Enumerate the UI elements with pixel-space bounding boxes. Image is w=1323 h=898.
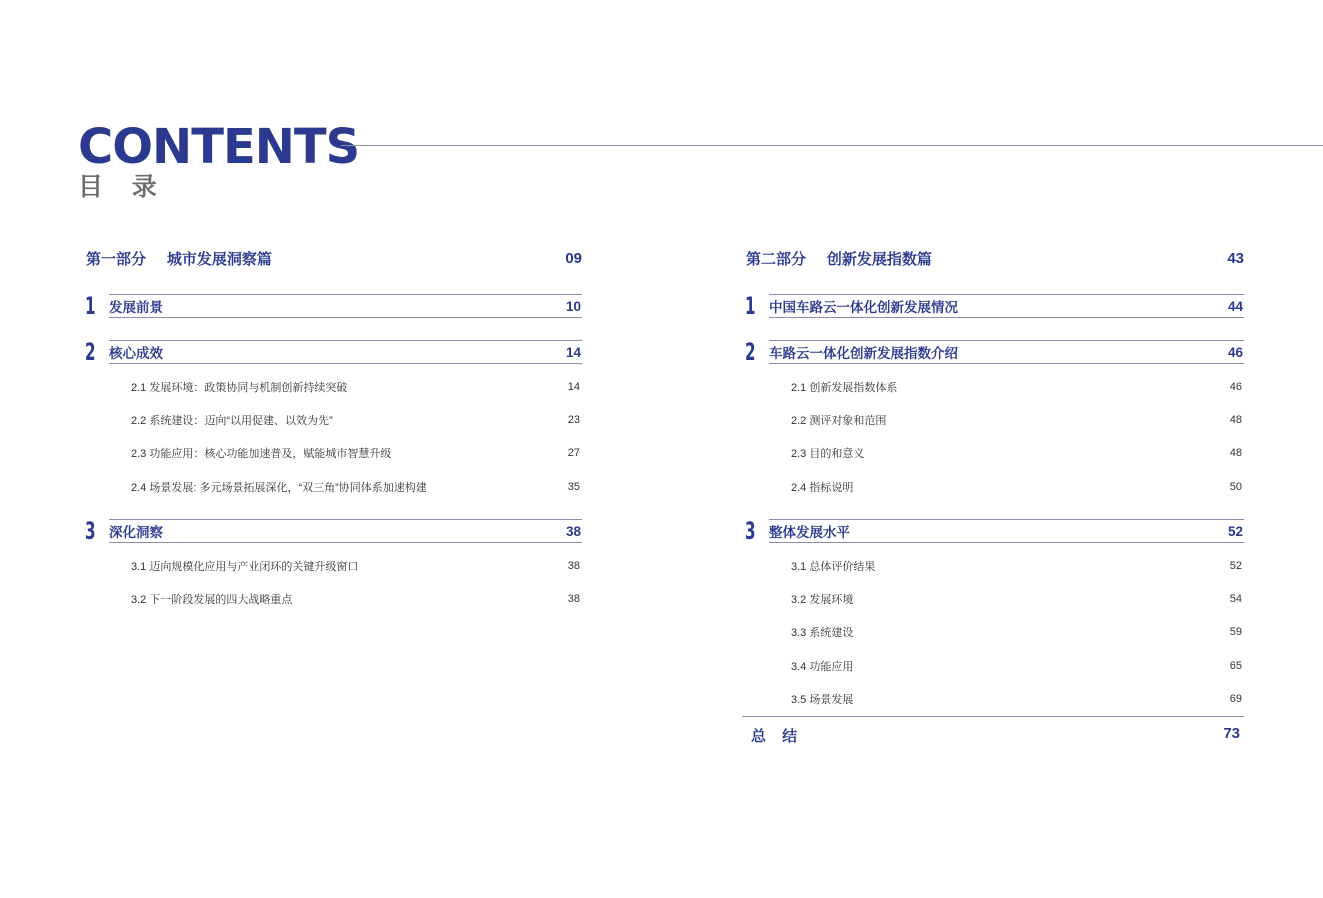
subsection-title: 2.4 指标说明	[791, 481, 854, 494]
page-title-en: CONTENTS	[78, 119, 360, 175]
subsection-title: 3.2 下一阶段发展的四大战略重点	[131, 594, 293, 607]
subsection-page: 52	[1229, 559, 1242, 572]
section-page: 10	[565, 298, 581, 314]
part-heading[interactable]	[746, 246, 1244, 270]
subsection-title: 2.1 创新发展指数体系	[791, 381, 898, 394]
section-title: 车路云一体化创新发展指数介绍	[769, 346, 958, 361]
subsection-page: 54	[1229, 593, 1242, 606]
subsection-title: 2.3 目的和意义	[791, 448, 865, 461]
subsection-title: 3.4 功能应用	[791, 660, 854, 673]
title-divider	[341, 145, 1323, 146]
subsection-title: 2.1 发展环境：政策协同与机制创新持续突破	[131, 381, 348, 394]
section-page: 52	[1227, 523, 1243, 539]
page-title-cn: 目 录	[78, 172, 167, 201]
section-title: 中国车路云一体化创新发展情况	[769, 300, 958, 315]
section-page: 46	[1227, 344, 1243, 360]
section-title: 发展前景	[109, 300, 163, 315]
part-title: 第二部分 创新发展指数篇	[746, 250, 932, 268]
part-heading[interactable]	[86, 246, 582, 270]
toc-subsection[interactable]	[131, 370, 582, 403]
subsection-page: 46	[1229, 380, 1242, 393]
subsection-title: 2.4 场景发展: 多元场景拓展深化，“双三角”协同体系加速构建	[131, 481, 427, 494]
subsection-page: 65	[1229, 659, 1242, 672]
subsection-title: 3.3 系统建设	[791, 627, 854, 640]
toc-section[interactable]	[745, 292, 1244, 320]
subsection-title: 3.1 迈向规模化应用与产业闭环的关键升级窗口	[131, 560, 359, 573]
subsection-title: 3.1 总体评价结果	[791, 560, 876, 573]
subsection-page: 38	[567, 559, 580, 572]
summary-entry[interactable]	[751, 725, 1240, 746]
toc-subsection[interactable]	[131, 470, 582, 503]
toc-column-left	[86, 246, 582, 616]
subsection-page: 38	[567, 593, 580, 606]
part-page: 09	[565, 249, 582, 267]
toc-subsection[interactable]	[791, 549, 1244, 582]
toc-subsection[interactable]	[131, 549, 582, 582]
toc-section[interactable]	[745, 517, 1244, 546]
toc-subsection[interactable]	[791, 616, 1244, 649]
section-number: 1	[745, 292, 756, 320]
subsection-page: 50	[1229, 480, 1242, 493]
toc-section[interactable]	[85, 292, 582, 320]
subsection-page: 27	[567, 447, 580, 460]
summary-page: 73	[1223, 725, 1240, 742]
toc-subsection[interactable]	[791, 403, 1244, 436]
section-page: 38	[565, 523, 581, 539]
toc-subsection[interactable]	[791, 682, 1244, 715]
toc-subsection[interactable]	[131, 582, 582, 615]
toc-subsection[interactable]	[131, 437, 582, 470]
subsection-page: 35	[567, 480, 580, 493]
summary-divider	[742, 716, 1244, 717]
toc-subsection[interactable]	[791, 370, 1244, 403]
toc-column-right	[746, 246, 1244, 716]
part-page: 43	[1227, 249, 1244, 267]
section-page: 44	[1227, 298, 1243, 314]
subsection-title: 2.3 功能应用：核心功能加速普及，赋能城市智慧升级	[131, 448, 392, 461]
toc-section[interactable]	[745, 338, 1244, 366]
subsection-title: 3.2 发展环境	[791, 594, 854, 607]
section-title: 核心成效	[109, 346, 163, 361]
subsection-title: 2.2 测评对象和范围	[791, 414, 887, 427]
section-number: 2	[745, 338, 756, 366]
subsection-title: 3.5 场景发展	[791, 694, 854, 707]
subsection-page: 14	[567, 380, 580, 393]
toc-subsection[interactable]	[791, 470, 1244, 503]
section-number: 1	[85, 292, 96, 320]
section-number: 2	[85, 338, 96, 366]
toc-subsection[interactable]	[791, 649, 1244, 682]
toc-subsection[interactable]	[131, 403, 582, 436]
summary-label: 总 结	[751, 728, 804, 745]
toc-subsection[interactable]	[791, 437, 1244, 470]
subsection-page: 48	[1229, 413, 1242, 426]
subsection-page: 59	[1229, 626, 1242, 639]
section-page: 14	[565, 344, 581, 360]
section-number: 3	[85, 517, 96, 546]
subsection-page: 48	[1229, 447, 1242, 460]
part-title: 第一部分 城市发展洞察篇	[86, 250, 272, 268]
subsection-page: 69	[1229, 693, 1242, 706]
toc-section[interactable]	[85, 517, 582, 546]
toc-section[interactable]	[85, 338, 582, 366]
subsection-title: 2.2 系统建设：迈向“以用促建、以效为先”	[131, 414, 333, 427]
section-number: 3	[745, 517, 756, 546]
subsection-page: 23	[567, 413, 580, 426]
section-title: 整体发展水平	[769, 525, 850, 541]
toc-subsection[interactable]	[791, 582, 1244, 615]
section-title: 深化洞察	[109, 525, 163, 541]
